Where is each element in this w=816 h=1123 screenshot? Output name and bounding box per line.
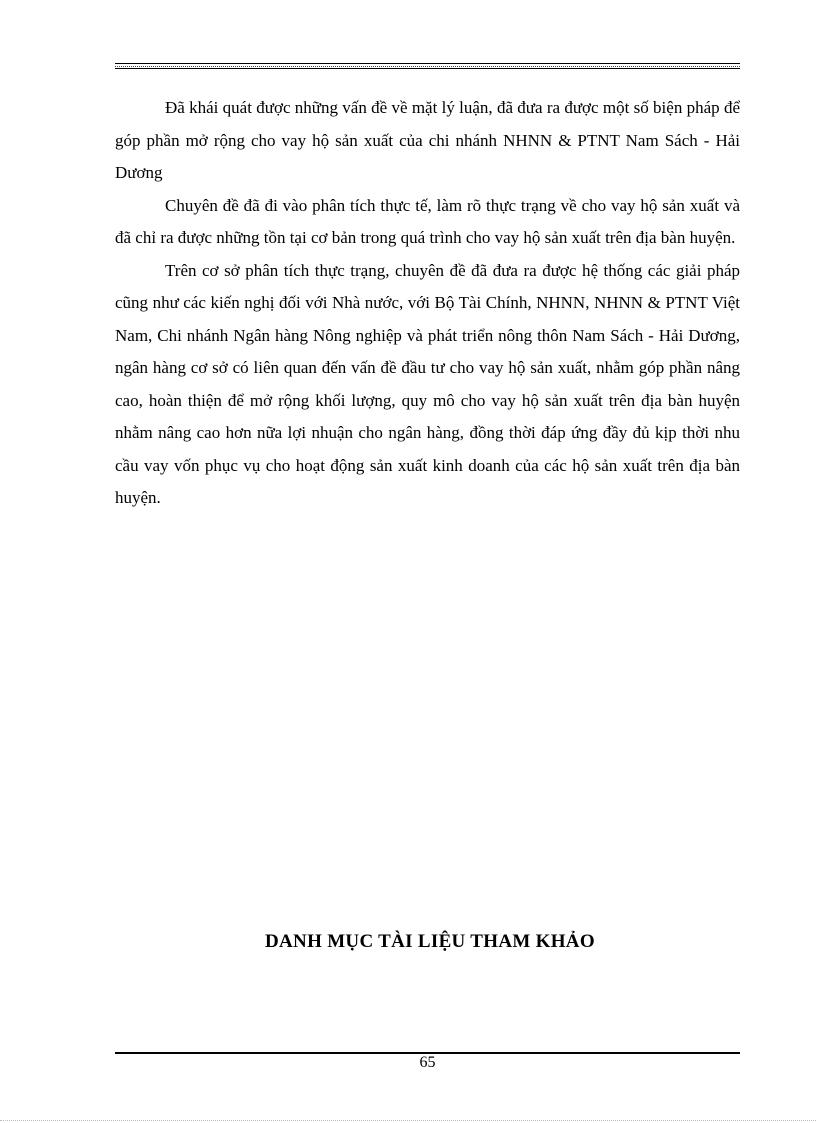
paragraph-3: Trên cơ sở phân tích thực trạng, chuyên đề đã đưa ra được hệ thống các giải pháp cũng như các kiến nghị đối với Nhà nước, với Bộ Tài Chính, NHNN, NHNN & PTNT Việt Nam, Chi nhánh Ngân hàng Nông nghiệp và phát triển nông thôn Nam Sách - Hải Dương, ngân hàng cơ sở có liên quan đến vấn đề đầu tư cho vay hộ sản xuất, nhằm góp phần nâng cao, hoàn thiện để mở rộng khối lượng, quy mô cho vay hộ sản xuất trên địa bàn huyện nhằm nâng cao hơn nữa lợi nhuận cho ngân hàng, đồng thời đáp ứng đầy đủ kịp thời nhu cầu vay vốn phục vụ cho hoạt động sản xuất kinh doanh của các hộ sản xuất trên địa bàn huyện. xyxy=(115,260,740,507)
paragraph-2: Chuyên đề đã đi vào phân tích thực tế, làm rõ thực trạng về cho vay hộ sản xuất và đã chỉ ra được những tồn tại cơ bản trong quá trình cho vay hộ sản xuất trên địa bàn huyện. xyxy=(115,195,740,247)
header-rule-dotted xyxy=(115,66,740,67)
page-number: 65 xyxy=(419,1054,436,1071)
body-text xyxy=(115,92,740,515)
paragraph-1: Đã khái quát được những vấn đề về mặt lý luận, đã đưa ra được một số biện pháp để góp phần mở rộng cho vay hộ sản xuất của chi nhánh NHNN & PTNT Nam Sách - Hải Dương xyxy=(115,98,740,182)
references-heading: DANH MỤC TÀI LIỆU THAM KHẢO xyxy=(265,931,595,952)
page-edge-dotted-line xyxy=(0,1120,816,1121)
